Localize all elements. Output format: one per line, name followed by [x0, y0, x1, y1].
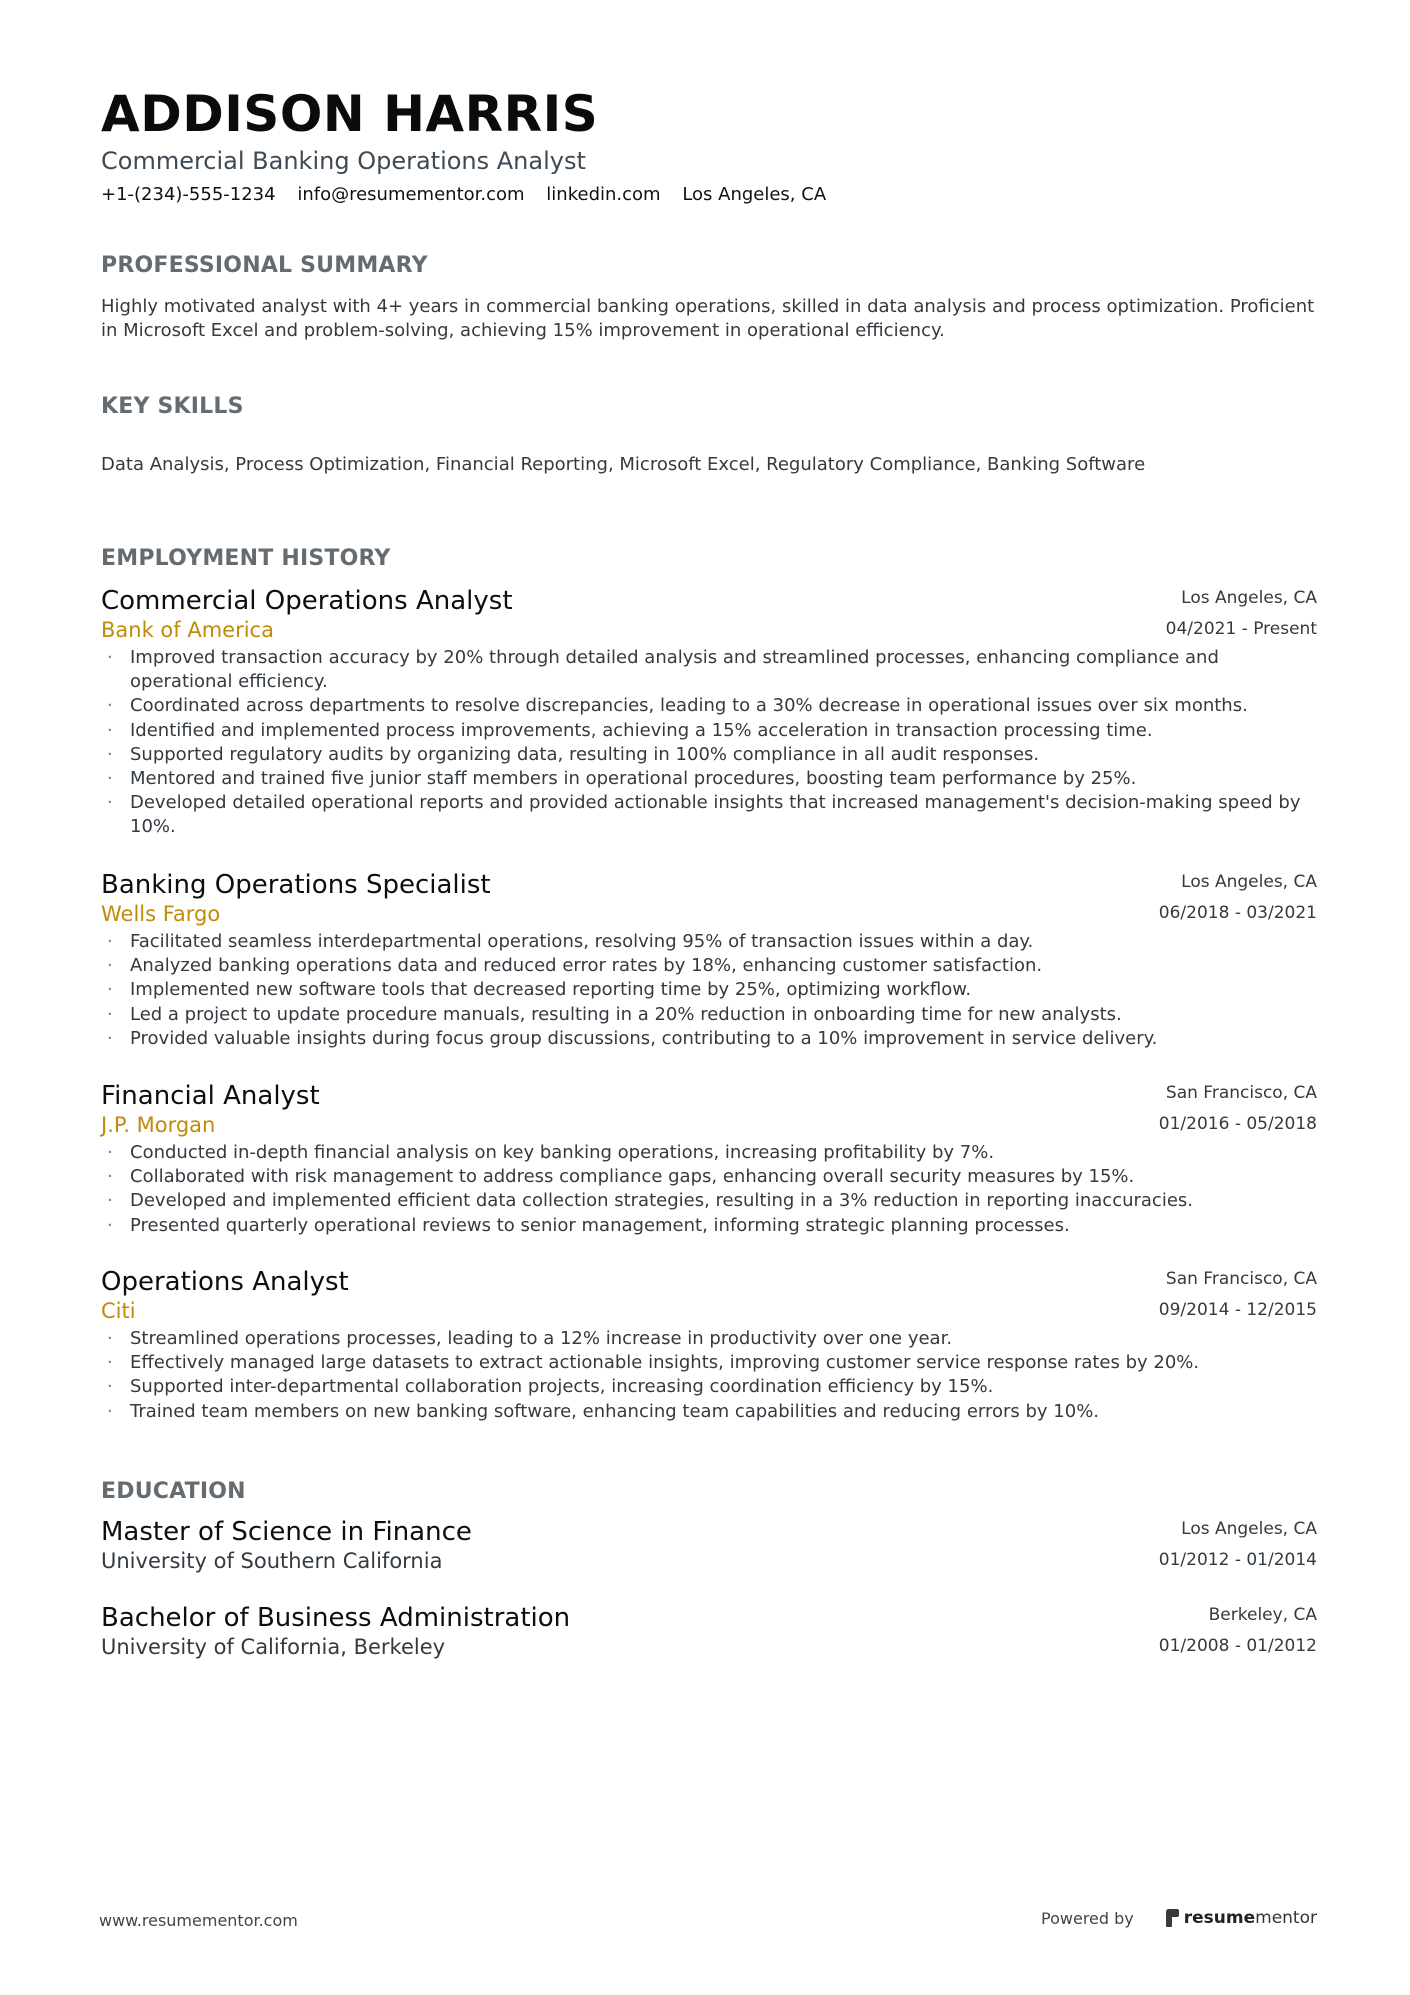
job-title: Operations Analyst	[101, 1267, 349, 1297]
contact-location: Los Angeles, CA	[682, 184, 827, 205]
job-bullet: · Effectively managed large datasets to extract actionable insights, improving customer service response rates by 20%.	[101, 1351, 1317, 1375]
education-degree: Master of Science in Finance	[101, 1517, 472, 1547]
job-bullet: · Provided valuable insights during focus group discussions, contributing to a 10% improvement in service delivery.	[101, 1027, 1317, 1051]
education-dates: 01/2012 - 01/2014	[1158, 1550, 1317, 1570]
job-bullet: · Supported inter-departmental collaboration projects, increasing coordination efficiency by 15%.	[101, 1375, 1317, 1399]
powered-by-label: Powered by	[1041, 1908, 1134, 1928]
education-location: Berkeley, CA	[1208, 1605, 1317, 1625]
candidate-name: ADDISON HARRIS	[101, 85, 599, 143]
job-bullet: · Developed and implemented efficient data collection strategies, resulting in a 3% reduction in reporting inaccuracies.	[101, 1189, 1317, 1213]
job-bullet: · Led a project to update procedure manuals, resulting in a 20% reduction in onboarding time for new analysts.	[101, 1003, 1317, 1027]
contact-line	[101, 183, 842, 207]
job-bullet: · Identified and implemented process improvements, achieving a 15% acceleration in transaction processing time.	[101, 719, 1317, 743]
job-bullet: · Improved transaction accuracy by 20% through detailed analysis and streamlined processes, enhancing compliance and operational efficiency.	[101, 646, 1317, 694]
job-company: Citi	[101, 1299, 136, 1323]
job-location: Los Angeles, CA	[1181, 872, 1317, 892]
resumementor-logo-text[interactable]	[1184, 1908, 1317, 1928]
job-company: J.P. Morgan	[101, 1113, 216, 1137]
job-title: Financial Analyst	[101, 1081, 320, 1111]
resumementor-logo-icon	[1164, 1908, 1180, 1928]
brand-bold: resume	[1183, 1908, 1256, 1928]
skills-text: Data Analysis, Process Optimization, Financial Reporting, Microsoft Excel, Regulatory Compliance, Banking Software	[101, 454, 1146, 475]
skills-heading: KEY SKILLS	[101, 394, 244, 419]
job-bullets	[101, 1327, 1317, 1424]
job-bullet: · Trained team members on new banking software, enhancing team capabilities and reducing errors by 10%.	[101, 1400, 1317, 1424]
job-location: San Francisco, CA	[1165, 1083, 1317, 1103]
summary-text: Highly motivated analyst with 4+ years in commercial banking operations, skilled in data analysis and process optimization. Proficient in Microsoft Excel and problem-solving, achieving 15% improvement in operational efficiency.	[101, 296, 1315, 341]
job-company: Bank of America	[101, 618, 274, 642]
job-bullet: · Analyzed banking operations data and reduced error rates by 18%, enhancing customer satisfaction.	[101, 954, 1317, 978]
job-dates: 09/2014 - 12/2015	[1158, 1300, 1317, 1320]
job-bullet: · Facilitated seamless interdepartmental operations, resolving 95% of transaction issues within a day.	[101, 930, 1317, 954]
job-bullet: · Collaborated with risk management to address compliance gaps, enhancing overall security measures by 15%.	[101, 1165, 1317, 1189]
contact-linkedin: linkedin.com	[546, 184, 661, 205]
employment-heading: EMPLOYMENT HISTORY	[101, 546, 391, 571]
job-bullet: · Conducted in-depth financial analysis on key banking operations, increasing profitability by 7%.	[101, 1141, 1317, 1165]
footer-branding	[1041, 1906, 1317, 1930]
candidate-title: Commercial Banking Operations Analyst	[101, 147, 586, 175]
job-location: San Francisco, CA	[1165, 1269, 1317, 1289]
job-bullet: · Coordinated across departments to resolve discrepancies, leading to a 30% decrease in operational issues over six months.	[101, 694, 1317, 718]
job-location: Los Angeles, CA	[1181, 588, 1317, 608]
job-title: Banking Operations Specialist	[101, 870, 491, 900]
education-dates: 01/2008 - 01/2012	[1158, 1636, 1317, 1656]
education-location: Los Angeles, CA	[1181, 1519, 1317, 1539]
job-dates: 06/2018 - 03/2021	[1158, 903, 1317, 923]
job-bullet: · Developed detailed operational reports and provided actionable insights that increased management's decision-making speed by 10%.	[101, 791, 1317, 839]
education-school: University of California, Berkeley	[101, 1635, 446, 1659]
job-dates: 04/2021 - Present	[1165, 619, 1317, 639]
contact-phone: +1-(234)-555-1234	[101, 184, 276, 205]
education-school: University of Southern California	[101, 1549, 443, 1573]
education-degree: Bachelor of Business Administration	[101, 1603, 571, 1633]
job-dates: 01/2016 - 05/2018	[1158, 1114, 1317, 1134]
job-title: Commercial Operations Analyst	[101, 586, 513, 616]
job-bullets	[101, 1141, 1317, 1238]
summary-heading: PROFESSIONAL SUMMARY	[101, 253, 428, 278]
contact-email: info@resumementor.com	[297, 184, 525, 205]
brand-rest: mentor	[1255, 1908, 1317, 1928]
footer-website-link[interactable]: www.resumementor.com	[99, 1911, 298, 1930]
job-bullet: · Streamlined operations processes, leading to a 12% increase in productivity over one year.	[101, 1327, 1317, 1351]
job-bullet: · Supported regulatory audits by organizing data, resulting in 100% compliance in all audit responses.	[101, 743, 1317, 767]
education-heading: EDUCATION	[101, 1479, 246, 1504]
job-bullet: · Presented quarterly operational reviews to senior management, informing strategic planning processes.	[101, 1214, 1317, 1238]
job-bullet: · Implemented new software tools that decreased reporting time by 25%, optimizing workflow.	[101, 978, 1317, 1002]
job-bullets	[101, 646, 1317, 840]
job-company: Wells Fargo	[101, 902, 221, 926]
job-bullets	[101, 930, 1317, 1051]
job-bullet: · Mentored and trained five junior staff members in operational procedures, boosting team performance by 25%.	[101, 767, 1317, 791]
